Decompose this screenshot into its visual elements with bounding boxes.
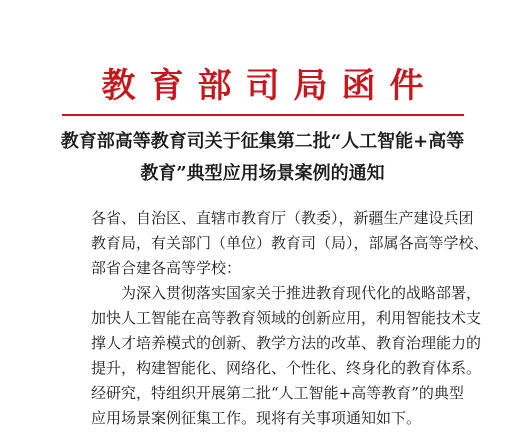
paragraph-line-6: 应用场景案例征集工作。现将有关事项通知如下。 <box>91 409 422 427</box>
addressee-line-1: 各省、自治区、直辖市教育厅（教委），新疆生产建设兵团 <box>91 209 474 227</box>
notice-title-line-1: 教育部高等教育司关于征集第二批“人工智能+高等 <box>60 131 465 152</box>
letterhead-title: 教育部司局函件 <box>101 66 438 106</box>
notice-title-line-2: 教育”典型应用场景案例的通知 <box>140 163 385 184</box>
addressee-line-3: 部省合建各高等学校： <box>91 259 242 277</box>
paragraph-line-5: 经研究，特组织开展第二批“人工智能+高等教育”的典型 <box>91 384 464 402</box>
addressee-line-2: 教育局，有关部门（单位）教育司（局），部属各高等学校、 <box>91 234 489 252</box>
paragraph-line-4: 提升，构建智能化、网络化、个性化、终身化的教育体系。 <box>91 359 482 377</box>
paragraph-line-1: 为深入贯彻落实国家关于推进教育现代化的战略部署， <box>121 284 482 302</box>
notice-body <box>91 206 491 431</box>
paragraph-line-3: 撑人才培养模式的创新、教学方法的改革、教育治理能力的 <box>91 334 482 352</box>
letterhead-red-rule <box>62 114 464 116</box>
paragraph-line-2: 加快人工智能在高等教育领域的创新应用，利用智能技术支 <box>91 309 482 327</box>
notice-title <box>40 126 485 190</box>
